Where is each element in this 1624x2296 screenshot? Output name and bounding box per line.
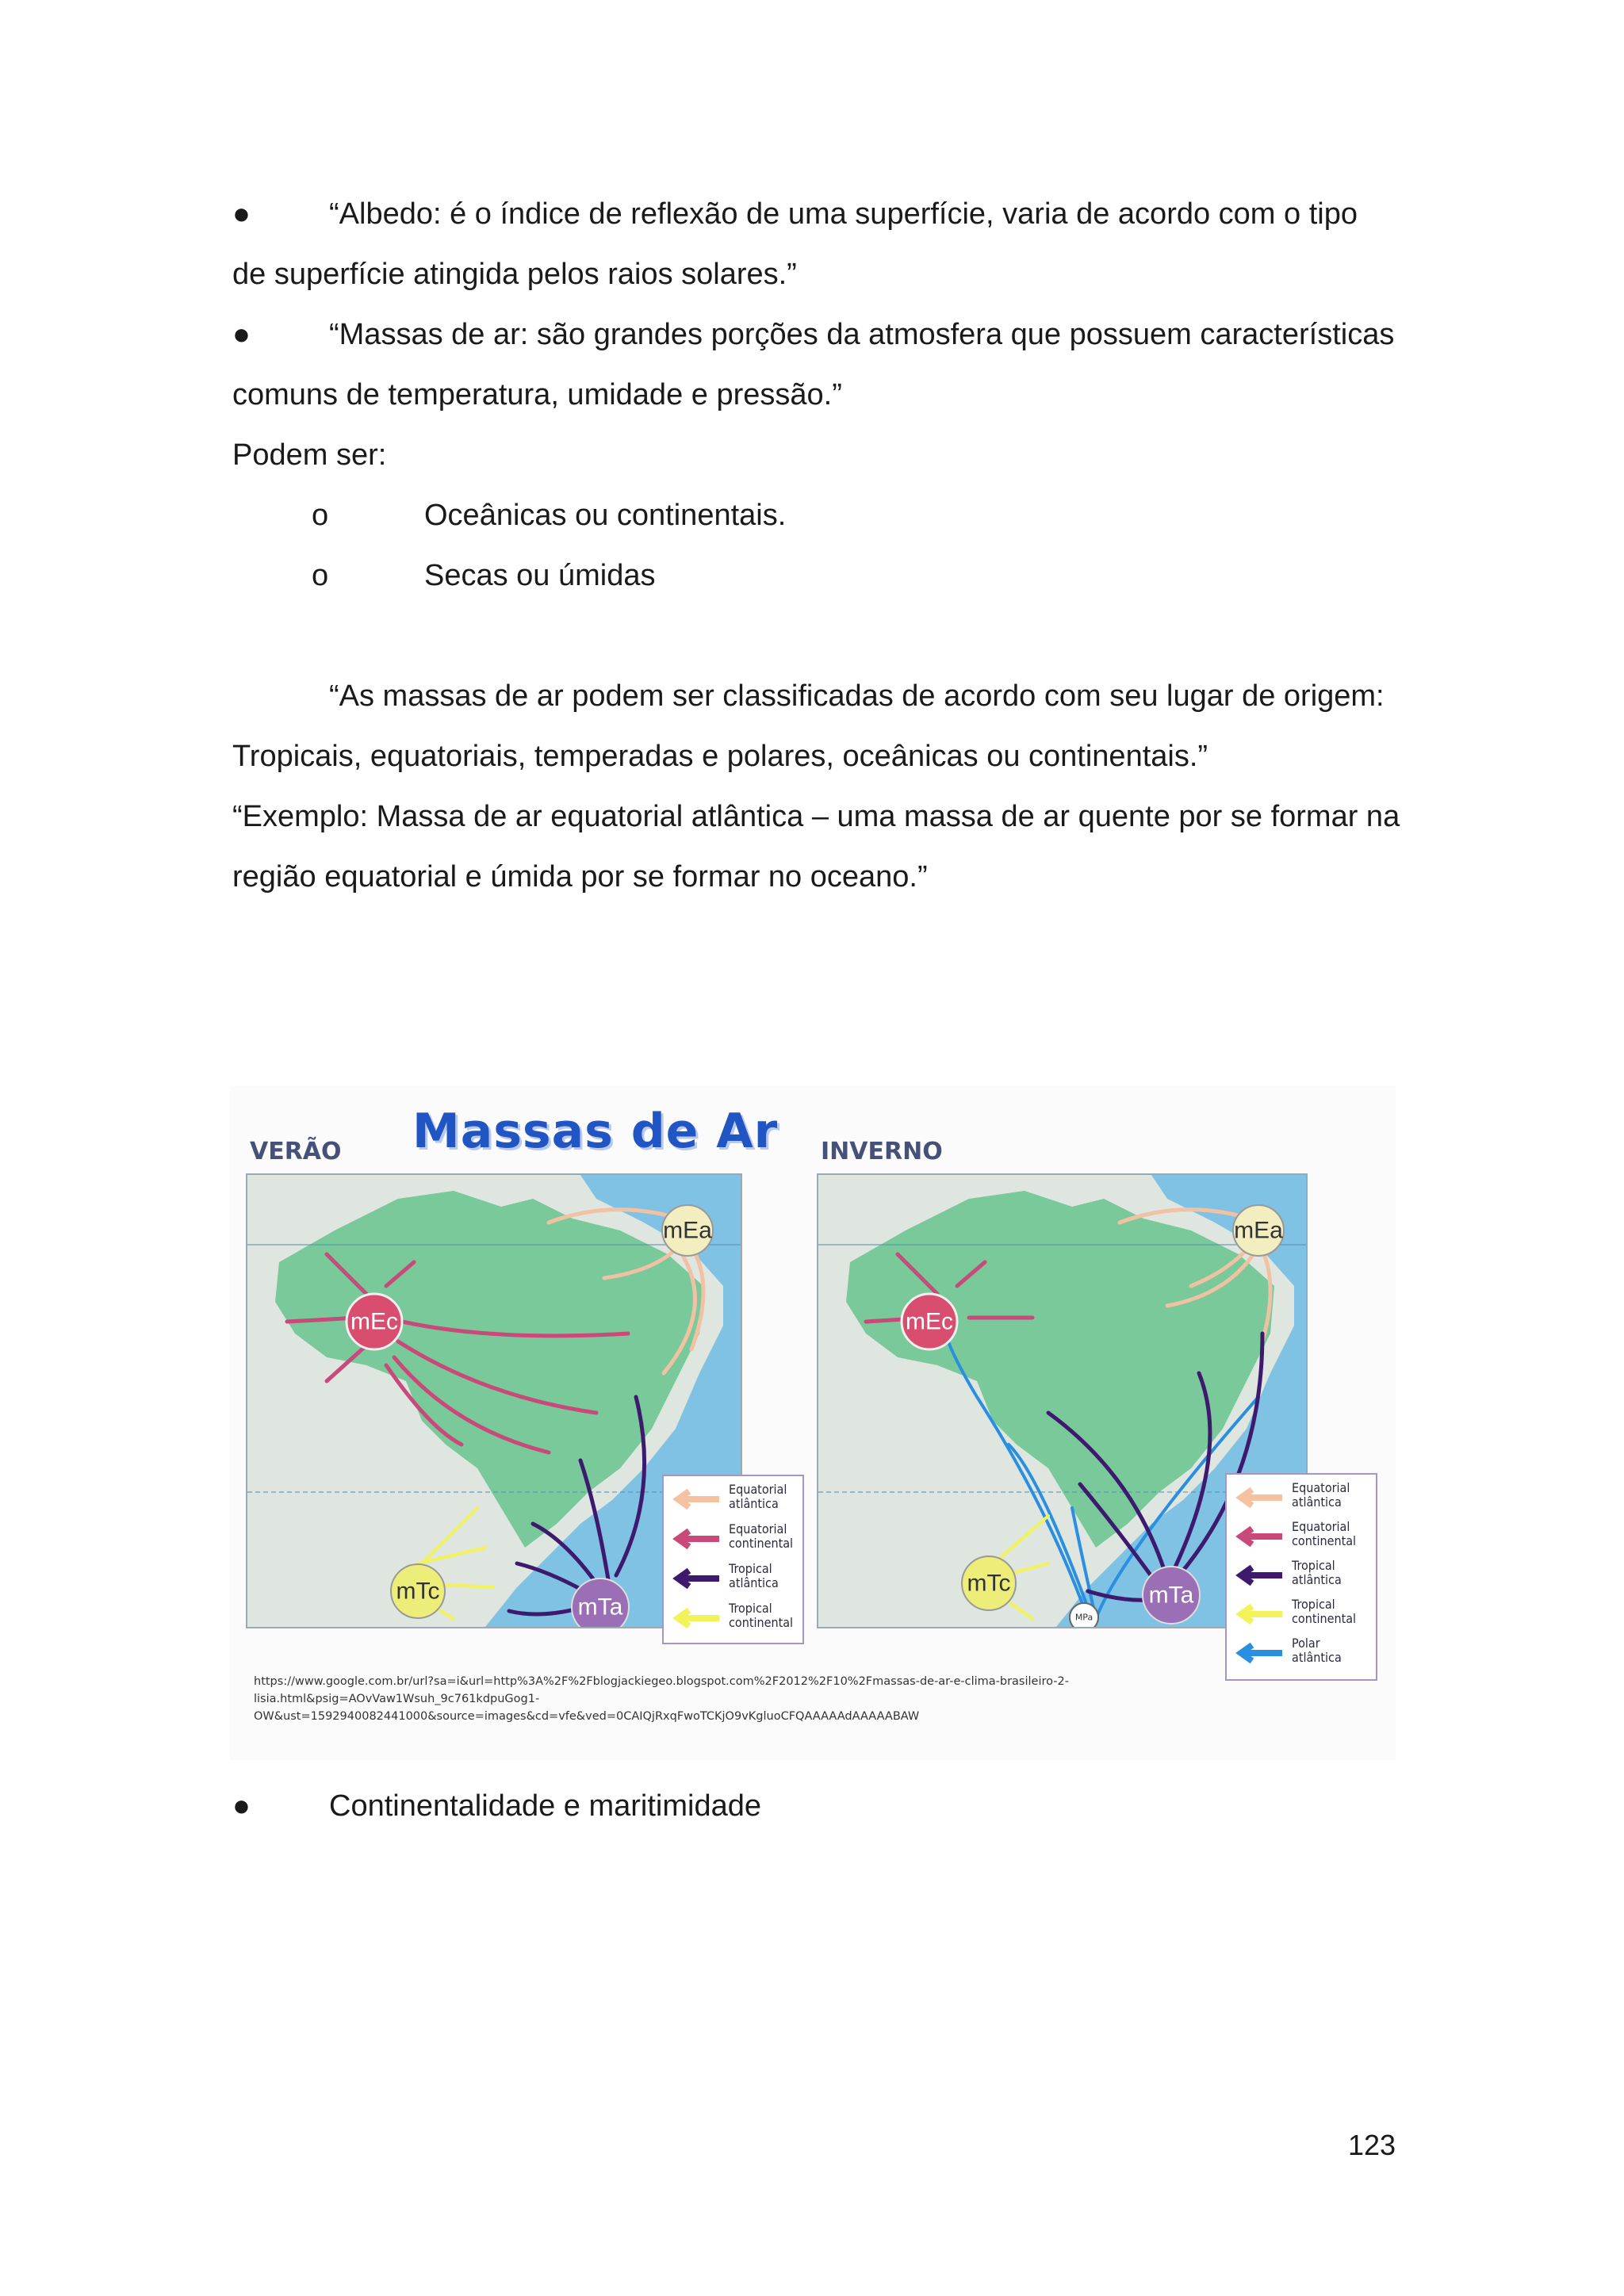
winter-label: INVERNO xyxy=(821,1138,943,1165)
mta-tag: mTa xyxy=(1148,1582,1194,1609)
legend-item: Tropical atlântica xyxy=(672,1562,806,1601)
podem-ser-label: Podem ser: xyxy=(232,438,387,472)
classification-paragraph-line2: Tropicais, equatoriais, temperadas e polares, oceânicas ou continentais.” xyxy=(232,740,1208,773)
figure-title: Massas de Ar xyxy=(412,1104,779,1159)
bullet-icon: ● xyxy=(232,318,251,351)
figure-source-url[interactable]: https://www.google.com.br/url?sa=i&url=http%3A%2F%2Fblogjackiegeo.blogspot.com%2F2012%2F10%2Fmassas-de-ar-e-clima-brasileiro-2- lisia.html&psig=AOvVaw1Wsuh_9c761kdpuGog1- OW&ust=1592940082441000&source=images&cd=vfe&ved=0CAIQjRxqFwoTCKjO9vKgluoCFQAAAAAdAAAAABAW xyxy=(254,1675,1069,1723)
winter-legend xyxy=(1225,1473,1377,1681)
albedo-paragraph-line2: de superfície atingida pelos raios solares.” xyxy=(232,258,797,291)
example-paragraph-line1: “Exemplo: Massa de ar equatorial atlântica – uma massa de ar quente por se formar na xyxy=(232,800,1400,833)
summer-legend xyxy=(662,1475,804,1644)
legend-item: Equatorial continental xyxy=(1235,1520,1369,1559)
legend-item: Tropical atlântica xyxy=(1235,1559,1369,1598)
mea-tag: mEa xyxy=(663,1217,712,1244)
body-text xyxy=(232,184,1398,907)
blank-line xyxy=(232,606,1398,666)
sub-list-item: o Secas ou úmidas xyxy=(232,545,1398,606)
continentalidade-item: ● Continentalidade e maritimidade xyxy=(232,1776,1398,1836)
page-number: 123 xyxy=(1348,2129,1396,2161)
circle-bullet-icon: o xyxy=(312,499,329,532)
sub-list-item: o Oceânicas ou continentais. xyxy=(232,485,1398,545)
mtc-tag: mTc xyxy=(967,1570,1011,1597)
massas-paragraph-line2: comuns de temperatura, umidade e pressão.” xyxy=(232,378,842,411)
mtc-tag: mTc xyxy=(396,1578,440,1605)
legend-item: Tropical continental xyxy=(1235,1598,1369,1637)
albedo-paragraph-line1: ● “Albedo: é o índice de reflexão de uma superfície, varia de acordo com o tipo xyxy=(232,184,1398,244)
legend-item: Equatorial atlântica xyxy=(1235,1481,1369,1521)
bullet-icon: ● xyxy=(232,197,251,231)
example-paragraph-line2: região equatorial e úmida por se formar no oceano.” xyxy=(232,860,928,894)
circle-bullet-icon: o xyxy=(312,559,329,592)
massas-paragraph-line1: ● “Massas de ar: são grandes porções da atmosfera que possuem características xyxy=(232,304,1398,365)
legend-item: Tropical continental xyxy=(672,1601,806,1641)
bullet-icon: ● xyxy=(232,1789,251,1823)
classification-paragraph-line1: “As massas de ar podem ser classificadas de acordo com seu lugar de origem: xyxy=(329,679,1385,713)
legend-item: Equatorial continental xyxy=(672,1522,806,1562)
legend-item: Polar atlântica xyxy=(1235,1636,1369,1676)
mta-tag: mTa xyxy=(577,1594,623,1621)
mec-tag: mEc xyxy=(350,1308,398,1335)
mea-tag: mEa xyxy=(1234,1217,1283,1244)
summer-label: VERÃO xyxy=(250,1138,342,1165)
air-masses-figure xyxy=(230,1086,1396,1760)
legend-item: Equatorial atlântica xyxy=(672,1483,806,1522)
mpa-tag: MPa xyxy=(1074,1612,1094,1623)
mec-tag: mEc xyxy=(906,1308,953,1335)
